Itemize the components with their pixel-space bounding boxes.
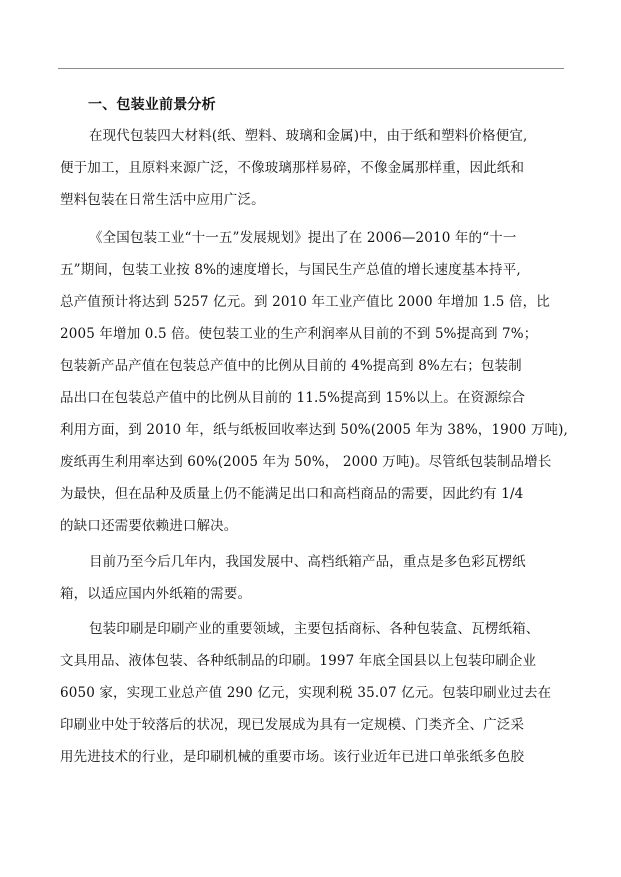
paragraph-2-line-9: 为最快，但在品种及质量上仍不能满足出口和高档商品的需要，因此约有 1/4 xyxy=(60,486,524,502)
paragraph-2-line-3: 总产值预计将达到 5257 亿元。到 2010 年工业产值比 2000 年增加 1.5 倍，比 xyxy=(60,294,550,310)
paragraph-2-line-1: 《全国包装工业“十一五”发展规划》提出了在 2006—2010 年的“十一 xyxy=(89,230,517,246)
paragraph-2-line-2: 五”期间，包装工业按 8%的速度增长，与国民生产总值的增长速度基本持平, xyxy=(60,262,521,278)
paragraph-2-line-4: 2005 年增加 0.5 倍。使包装工业的生产利润率从目前的不到 5%提高到 7%； xyxy=(60,326,538,342)
paragraph-2-line-8: 废纸再生利用率达到 60%(2005 年为 50%， 2000 万吨)。尽管纸包装制品增长 xyxy=(60,454,552,470)
section-heading: 一、包装业前景分析 xyxy=(88,97,216,113)
paragraph-1-line-2: 便于加工，且原料来源广泛，不像玻璃那样易碎，不像金属那样重，因此纸和 xyxy=(60,160,525,176)
paragraph-4-line-2: 文具用品、液体包装、各种纸制品的印刷。1997 年底全国县以上包装印刷企业 xyxy=(60,653,537,669)
paragraph-2-line-5: 包装新产品产值在包装总产值中的比例从目前的 4%提高到 8%左右；包装制 xyxy=(60,358,522,374)
paragraph-4-line-3: 6050 家，实现工业总产值 290 亿元，实现利税 35.07 亿元。包装印刷业过去在 xyxy=(60,685,552,701)
paragraph-3-line-1: 目前乃至今后几年内，我国发展中、高档纸箱产品，重点是多色彩瓦楞纸 xyxy=(89,554,526,570)
paragraph-2-line-10: 的缺口还需要依赖进口解决。 xyxy=(60,518,238,534)
paragraph-2-line-7: 利用方面，到 2010 年，纸与纸板回收率达到 50%(2005 年为 38%，1900 万吨), xyxy=(60,422,569,438)
paragraph-4-line-4: 印刷业中处于较落后的状况，现已发展成为具有一定规模、门类齐全、广泛采 xyxy=(60,717,525,733)
paragraph-3-line-2: 箱，以适应国内外纸箱的需要。 xyxy=(60,586,252,602)
paragraph-2-line-6: 品出口在包装总产值中的比例从目前的 11.5%提高到 15%以上。在资源综合 xyxy=(60,390,526,406)
header-divider xyxy=(58,68,564,69)
paragraph-1-line-3: 塑料包装在日常生活中应用广泛。 xyxy=(60,192,265,208)
paragraph-1-line-1: 在现代包装四大材料(纸、塑料、玻璃和金属)中，由于纸和塑料价格便宜, xyxy=(89,128,528,144)
paragraph-4-line-1: 包装印刷是印刷产业的重要领域，主要包括商标、各种包装盒、瓦楞纸箱、 xyxy=(89,621,540,637)
paragraph-4-line-5: 用先进技术的行业，是印刷机械的重要市场。该行业近年已进口单张纸多色胶 xyxy=(60,749,525,765)
